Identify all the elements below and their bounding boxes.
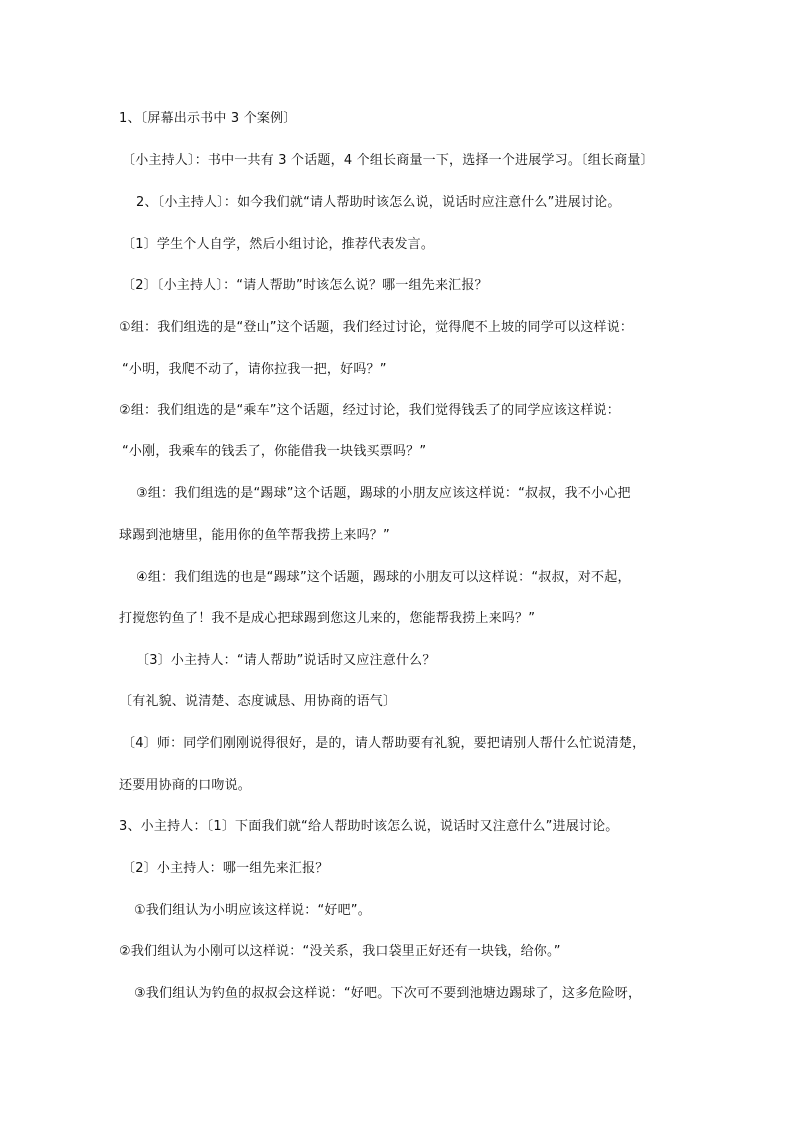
text-line: 〔1〕学生个人自学，然后小组讨论，推荐代表发言。 [122,237,435,252]
text-line: 打搅您钓鱼了！我不是成心把球踢到您这儿来的，您能帮我捞上来吗？” [119,611,536,626]
text-line: 还要用协商的口吻说。 [119,778,252,793]
text-line: 〔有礼貌、说清楚、态度诚恳、用协商的语气〕 [119,694,397,709]
text-line: 1、〔屏幕出示书中 3 个案例〕 [119,111,297,126]
text-line: 〔3〕小主持人：“请人帮助”说话时又应注意什么？ [136,653,436,668]
text-line: ③组：我们组选的是“踢球”这个话题，踢球的小朋友应该这样说：“叔叔，我不小心把 [136,486,631,501]
text-line: 3、小主持人：〔1〕下面我们就“给人帮助时该怎么说，说话时又注意什么”进展讨论。 [119,819,619,834]
text-line: 〔2〕〔小主持人〕：“请人帮助”时该怎么说？哪一组先来汇报？ [122,278,488,293]
text-line: 〔小主持人〕：书中一共有 3 个话题，4 个组长商量一下，选择一个进展学习。〔组长商量〕 [122,153,654,168]
text-line: ②组：我们组选的是“乘车”这个话题，经过讨论，我们觉得钱丢了的同学应该这样说： [119,403,620,418]
text-line: ②我们组认为小刚可以这样说：“没关系，我口袋里正好还有一块钱，给你。” [119,944,561,959]
text-line: 〔2〕小主持人：哪一组先来汇报？ [122,861,329,876]
text-line: 2、〔小主持人〕：如今我们就“请人帮助时该怎么说，说话时应注意什么”进展讨论。 [136,195,621,210]
text-line: 〔4〕师：同学们刚刚说得很好，是的，请人帮助要有礼貌，要把请别人帮什么忙说清楚， [122,736,646,751]
text-line: 球踢到池塘里，能用你的鱼竿帮我捞上来吗？” [119,528,390,543]
text-line: “小刚，我乘车的钱丢了，你能借我一块钱买票吗？” [122,444,427,459]
text-line: ④组：我们组选的也是“踢球”这个话题，踢球的小朋友可以这样说：“叔叔，对不起， [136,570,631,585]
text-line: ①组：我们组选的是“登山”这个话题，我们经过讨论，觉得爬不上坡的同学可以这样说： [119,320,634,335]
text-line: ③我们组认为钓鱼的叔叔会这样说：“好吧。下次可不要到池塘边踢球了，这多危险呀， [134,986,642,1001]
text-line: “小明，我爬不动了，请你拉我一把，好吗？” [122,362,387,377]
text-line: ①我们组认为小明应该这样说：“好吧”。 [134,903,371,918]
